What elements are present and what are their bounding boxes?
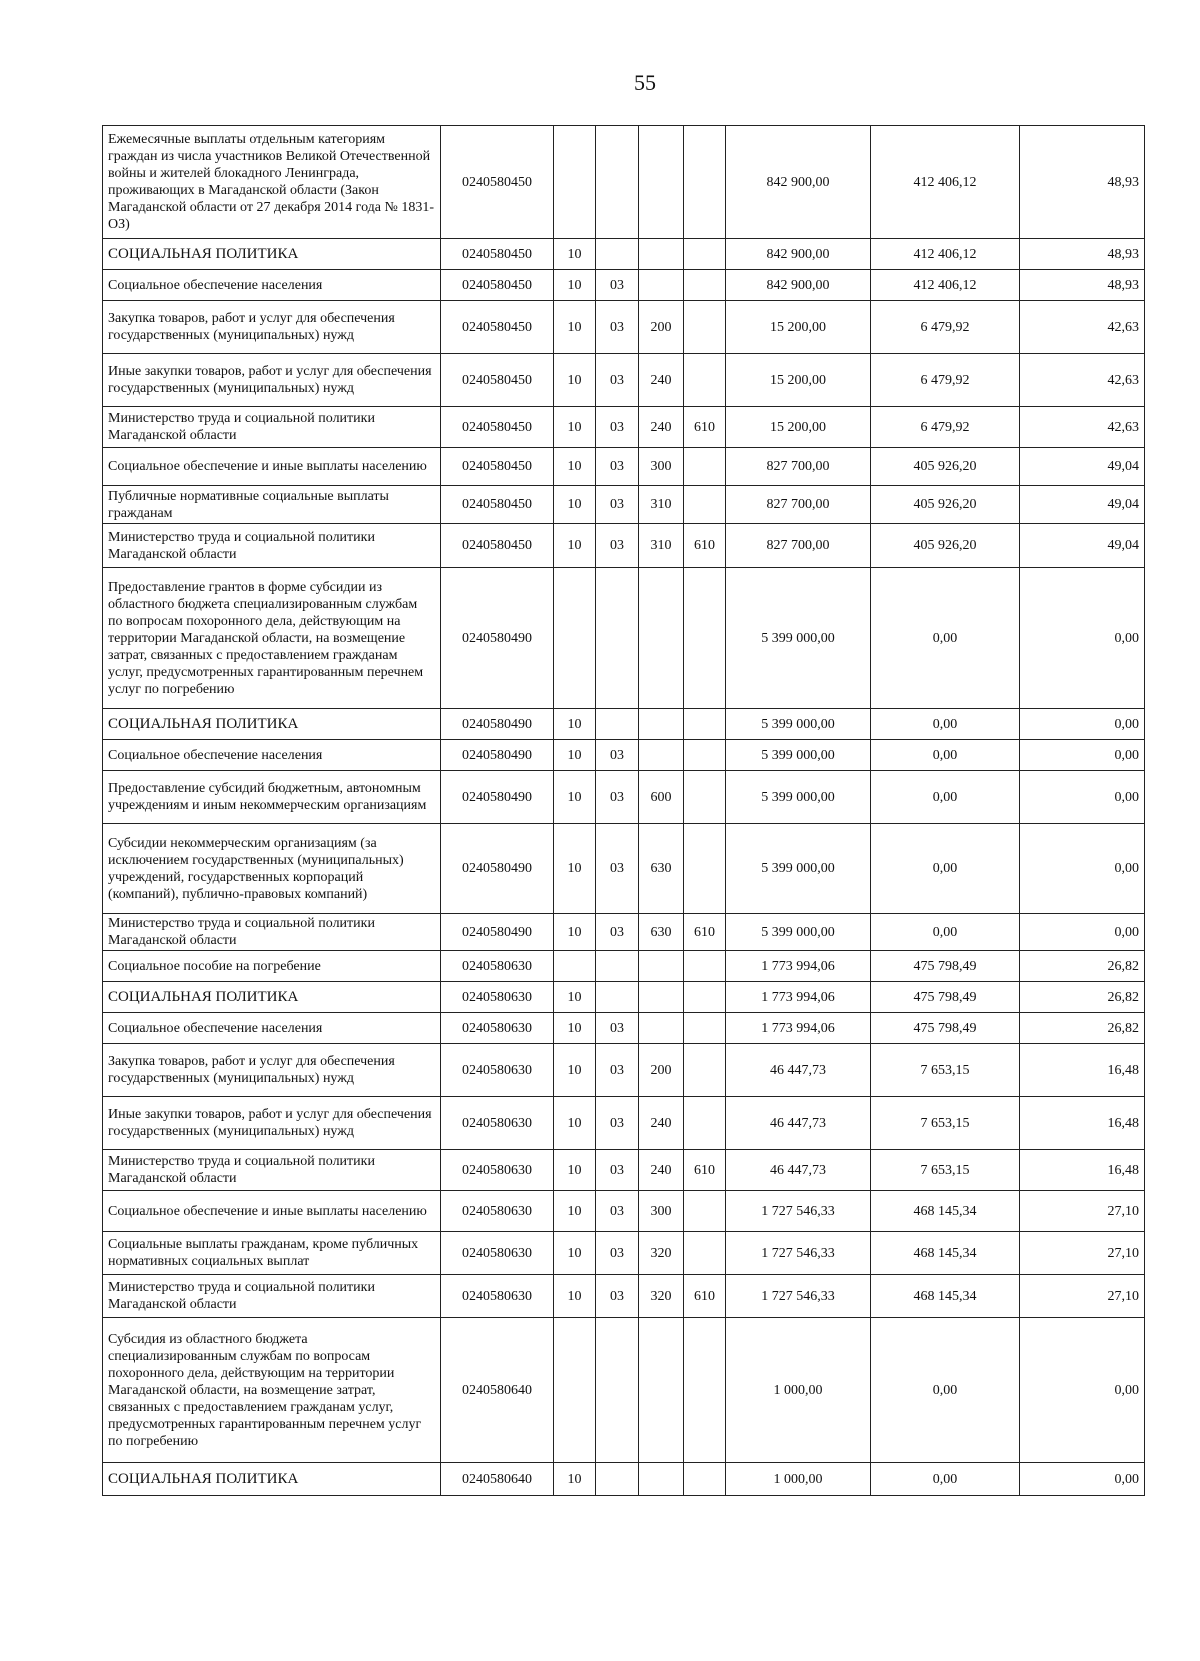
row-executed-cell: 475 798,49 [871,982,1020,1013]
table-row [103,824,1145,914]
row-name-cell: СОЦИАЛЬНАЯ ПОЛИТИКА [103,709,441,740]
table-row [103,568,1145,709]
row-section-cell: 10 [554,239,596,270]
row-executed-cell: 412 406,12 [871,126,1020,239]
row-executed-cell: 0,00 [871,1318,1020,1463]
row-subsection-cell [596,709,639,740]
row-expense-type-cell [639,1013,684,1044]
row-admin-code-cell [684,1044,726,1097]
row-name-cell: Министерство труда и социальной политики Магаданской области [103,524,441,568]
row-name-cell: Предоставление субсидий бюджетным, автономным учреждениям и иным некоммерческим организациям [103,771,441,824]
row-name-cell: СОЦИАЛЬНАЯ ПОЛИТИКА [103,1463,441,1496]
row-code-cell: 0240580490 [441,709,554,740]
row-admin-code-cell [684,740,726,771]
row-code-cell: 0240580450 [441,448,554,486]
row-admin-code-cell [684,1463,726,1496]
row-code-cell: 0240580450 [441,126,554,239]
row-executed-cell: 0,00 [871,568,1020,709]
row-subsection-cell: 03 [596,1232,639,1275]
row-name-cell: Министерство труда и социальной политики Магаданской области [103,1275,441,1318]
row-admin-code-cell [684,448,726,486]
row-plan-cell: 827 700,00 [726,524,871,568]
row-code-cell: 0240580490 [441,740,554,771]
row-plan-cell: 1 727 546,33 [726,1232,871,1275]
row-expense-type-cell: 240 [639,354,684,407]
row-code-cell: 0240580450 [441,354,554,407]
row-name-cell: Социальное обеспечение населения [103,270,441,301]
row-percent-cell: 48,93 [1020,126,1145,239]
row-executed-cell: 0,00 [871,709,1020,740]
row-section-cell: 10 [554,354,596,407]
row-expense-type-cell [639,740,684,771]
row-plan-cell: 1 773 994,06 [726,951,871,982]
table-row [103,951,1145,982]
row-subsection-cell: 03 [596,486,639,524]
row-percent-cell: 16,48 [1020,1150,1145,1191]
row-percent-cell: 26,82 [1020,982,1145,1013]
table-row [103,239,1145,270]
row-executed-cell: 475 798,49 [871,951,1020,982]
row-executed-cell: 7 653,15 [871,1150,1020,1191]
row-admin-code-cell [684,126,726,239]
row-name-cell: Субсидии некоммерческим организациям (за исключением государственных (муниципальных) учреждений, государственных корпораций (компаний), публично-правовых компаний) [103,824,441,914]
row-expense-type-cell: 320 [639,1275,684,1318]
row-executed-cell: 412 406,12 [871,239,1020,270]
row-percent-cell: 49,04 [1020,524,1145,568]
row-code-cell: 0240580640 [441,1318,554,1463]
row-expense-type-cell: 320 [639,1232,684,1275]
row-code-cell: 0240580630 [441,1013,554,1044]
row-executed-cell: 412 406,12 [871,270,1020,301]
row-plan-cell: 842 900,00 [726,126,871,239]
row-expense-type-cell: 240 [639,1150,684,1191]
row-name-cell: Министерство труда и социальной политики Магаданской области [103,1150,441,1191]
row-expense-type-cell [639,568,684,709]
row-executed-cell: 0,00 [871,824,1020,914]
table-row [103,1191,1145,1232]
row-plan-cell: 842 900,00 [726,270,871,301]
row-plan-cell: 827 700,00 [726,486,871,524]
row-percent-cell: 0,00 [1020,709,1145,740]
row-name-cell: Министерство труда и социальной политики Магаданской области [103,407,441,448]
row-expense-type-cell [639,1463,684,1496]
row-admin-code-cell [684,1318,726,1463]
row-expense-type-cell: 310 [639,524,684,568]
row-admin-code-cell [684,568,726,709]
row-subsection-cell: 03 [596,1150,639,1191]
row-name-cell: Социальное обеспечение и иные выплаты населению [103,448,441,486]
row-plan-cell: 5 399 000,00 [726,914,871,951]
page-number: 55 [634,70,656,95]
row-section-cell: 10 [554,1013,596,1044]
row-plan-cell: 5 399 000,00 [726,740,871,771]
row-code-cell: 0240580490 [441,771,554,824]
row-name-cell: Предоставление грантов в форме субсидии из областного бюджета специализированным службам по вопросам похоронного дела, действующим на территории Магаданской области, на возмещение затрат, связанных с предоставлением гражданам услуг, предусмотренных гарантированным перечнем услуг по погребению [103,568,441,709]
row-plan-cell: 15 200,00 [726,407,871,448]
row-plan-cell: 842 900,00 [726,239,871,270]
table-row [103,1013,1145,1044]
row-executed-cell: 6 479,92 [871,407,1020,448]
row-expense-type-cell: 630 [639,914,684,951]
row-expense-type-cell: 200 [639,301,684,354]
row-code-cell: 0240580630 [441,1232,554,1275]
row-name-cell: СОЦИАЛЬНАЯ ПОЛИТИКА [103,982,441,1013]
row-subsection-cell [596,982,639,1013]
row-executed-cell: 405 926,20 [871,448,1020,486]
table-row [103,524,1145,568]
row-section-cell: 10 [554,486,596,524]
row-admin-code-cell [684,824,726,914]
row-plan-cell: 46 447,73 [726,1097,871,1150]
table-row [103,914,1145,951]
row-section-cell: 10 [554,1232,596,1275]
row-admin-code-cell [684,270,726,301]
row-admin-code-cell [684,982,726,1013]
row-expense-type-cell [639,951,684,982]
row-percent-cell: 49,04 [1020,448,1145,486]
table-body [103,126,1145,1496]
row-name-cell: Министерство труда и социальной политики Магаданской области [103,914,441,951]
row-section-cell: 10 [554,407,596,448]
row-subsection-cell: 03 [596,914,639,951]
row-percent-cell: 27,10 [1020,1232,1145,1275]
row-percent-cell: 49,04 [1020,486,1145,524]
row-section-cell: 10 [554,1150,596,1191]
row-subsection-cell: 03 [596,407,639,448]
row-section-cell [554,1318,596,1463]
row-plan-cell: 15 200,00 [726,301,871,354]
row-admin-code-cell [684,771,726,824]
row-executed-cell: 7 653,15 [871,1097,1020,1150]
table-row [103,448,1145,486]
row-name-cell: Ежемесячные выплаты отдельным категориям граждан из числа участников Великой Отечественной войны и жителей блокадного Ленинграда, проживающих в Магаданской области (Закон Магаданской области от 27 декабря 2014 года № 1831-ОЗ) [103,126,441,239]
row-percent-cell: 0,00 [1020,568,1145,709]
table-row [103,1463,1145,1496]
row-executed-cell: 405 926,20 [871,486,1020,524]
row-executed-cell: 405 926,20 [871,524,1020,568]
row-percent-cell: 42,63 [1020,354,1145,407]
row-code-cell: 0240580630 [441,951,554,982]
row-expense-type-cell [639,982,684,1013]
row-plan-cell: 1 773 994,06 [726,982,871,1013]
row-plan-cell: 1 727 546,33 [726,1275,871,1318]
row-percent-cell: 26,82 [1020,1013,1145,1044]
row-name-cell: Иные закупки товаров, работ и услуг для обеспечения государственных (муниципальных) нужд [103,354,441,407]
row-subsection-cell: 03 [596,270,639,301]
row-admin-code-cell [684,1013,726,1044]
row-admin-code-cell [684,486,726,524]
row-subsection-cell: 03 [596,1275,639,1318]
row-expense-type-cell: 310 [639,486,684,524]
row-plan-cell: 46 447,73 [726,1150,871,1191]
row-admin-code-cell [684,239,726,270]
row-section-cell: 10 [554,982,596,1013]
row-admin-code-cell [684,1097,726,1150]
row-name-cell: Социальное пособие на погребение [103,951,441,982]
row-admin-code-cell [684,354,726,407]
row-subsection-cell [596,239,639,270]
row-expense-type-cell: 300 [639,1191,684,1232]
row-percent-cell: 42,63 [1020,407,1145,448]
row-expense-type-cell: 600 [639,771,684,824]
row-subsection-cell: 03 [596,771,639,824]
row-section-cell: 10 [554,1463,596,1496]
row-code-cell: 0240580450 [441,486,554,524]
row-name-cell: Социальное обеспечение населения [103,740,441,771]
row-admin-code-cell [684,1191,726,1232]
row-name-cell: Социальные выплаты гражданам, кроме публичных нормативных социальных выплат [103,1232,441,1275]
table-row [103,709,1145,740]
table-row [103,270,1145,301]
row-section-cell [554,951,596,982]
row-executed-cell: 6 479,92 [871,301,1020,354]
row-admin-code-cell [684,301,726,354]
row-section-cell: 10 [554,771,596,824]
row-section-cell: 10 [554,270,596,301]
row-name-cell: Иные закупки товаров, работ и услуг для обеспечения государственных (муниципальных) нужд [103,1097,441,1150]
row-subsection-cell: 03 [596,1013,639,1044]
row-section-cell [554,126,596,239]
row-executed-cell: 0,00 [871,740,1020,771]
row-percent-cell: 0,00 [1020,1318,1145,1463]
row-executed-cell: 475 798,49 [871,1013,1020,1044]
budget-table [102,125,1145,1496]
row-executed-cell: 0,00 [871,914,1020,951]
row-expense-type-cell: 300 [639,448,684,486]
row-expense-type-cell [639,126,684,239]
row-name-cell: Закупка товаров, работ и услуг для обеспечения государственных (муниципальных) нужд [103,301,441,354]
row-code-cell: 0240580630 [441,1275,554,1318]
row-name-cell: Закупка товаров, работ и услуг для обеспечения государственных (муниципальных) нужд [103,1044,441,1097]
table-row [103,1097,1145,1150]
row-plan-cell: 827 700,00 [726,448,871,486]
row-admin-code-cell: 610 [684,914,726,951]
row-code-cell: 0240580450 [441,270,554,301]
table-row [103,1044,1145,1097]
table-row [103,982,1145,1013]
row-name-cell: СОЦИАЛЬНАЯ ПОЛИТИКА [103,239,441,270]
row-expense-type-cell [639,1318,684,1463]
row-section-cell: 10 [554,1191,596,1232]
row-expense-type-cell [639,239,684,270]
table-row [103,407,1145,448]
row-percent-cell: 48,93 [1020,270,1145,301]
row-section-cell: 10 [554,1097,596,1150]
row-expense-type-cell: 240 [639,1097,684,1150]
row-code-cell: 0240580640 [441,1463,554,1496]
row-executed-cell: 6 479,92 [871,354,1020,407]
row-admin-code-cell [684,709,726,740]
row-code-cell: 0240580630 [441,982,554,1013]
row-admin-code-cell: 610 [684,1275,726,1318]
row-subsection-cell: 03 [596,1097,639,1150]
table-row [103,1232,1145,1275]
row-plan-cell: 5 399 000,00 [726,824,871,914]
row-percent-cell: 0,00 [1020,914,1145,951]
row-percent-cell: 0,00 [1020,771,1145,824]
row-subsection-cell [596,1463,639,1496]
row-plan-cell: 1 000,00 [726,1318,871,1463]
row-expense-type-cell: 240 [639,407,684,448]
row-section-cell: 10 [554,740,596,771]
row-subsection-cell: 03 [596,524,639,568]
row-name-cell: Социальное обеспечение и иные выплаты населению [103,1191,441,1232]
row-subsection-cell [596,568,639,709]
row-subsection-cell: 03 [596,740,639,771]
table-row [103,1318,1145,1463]
row-admin-code-cell: 610 [684,1150,726,1191]
row-percent-cell: 26,82 [1020,951,1145,982]
row-percent-cell: 27,10 [1020,1191,1145,1232]
table-row [103,301,1145,354]
row-expense-type-cell: 630 [639,824,684,914]
row-executed-cell: 0,00 [871,771,1020,824]
row-subsection-cell [596,951,639,982]
row-section-cell: 10 [554,824,596,914]
row-subsection-cell: 03 [596,1191,639,1232]
row-percent-cell: 42,63 [1020,301,1145,354]
row-code-cell: 0240580490 [441,914,554,951]
row-section-cell [554,568,596,709]
row-plan-cell: 1 773 994,06 [726,1013,871,1044]
row-plan-cell: 5 399 000,00 [726,568,871,709]
table-row [103,771,1145,824]
table-row [103,354,1145,407]
table-row [103,486,1145,524]
row-subsection-cell: 03 [596,301,639,354]
row-percent-cell: 0,00 [1020,740,1145,771]
row-plan-cell: 15 200,00 [726,354,871,407]
row-name-cell: Социальное обеспечение населения [103,1013,441,1044]
row-admin-code-cell: 610 [684,407,726,448]
row-percent-cell: 48,93 [1020,239,1145,270]
row-subsection-cell: 03 [596,354,639,407]
row-plan-cell: 5 399 000,00 [726,771,871,824]
row-expense-type-cell [639,270,684,301]
row-subsection-cell: 03 [596,824,639,914]
row-code-cell: 0240580450 [441,239,554,270]
row-plan-cell: 46 447,73 [726,1044,871,1097]
row-executed-cell: 468 145,34 [871,1275,1020,1318]
row-code-cell: 0240580490 [441,824,554,914]
row-subsection-cell [596,1318,639,1463]
row-code-cell: 0240580450 [441,524,554,568]
row-subsection-cell: 03 [596,1044,639,1097]
row-code-cell: 0240580630 [441,1097,554,1150]
row-plan-cell: 1 000,00 [726,1463,871,1496]
row-section-cell: 10 [554,524,596,568]
row-executed-cell: 0,00 [871,1463,1020,1496]
row-executed-cell: 468 145,34 [871,1191,1020,1232]
row-plan-cell: 5 399 000,00 [726,709,871,740]
row-code-cell: 0240580490 [441,568,554,709]
table-row [103,740,1145,771]
row-plan-cell: 1 727 546,33 [726,1191,871,1232]
row-section-cell: 10 [554,1275,596,1318]
row-executed-cell: 468 145,34 [871,1232,1020,1275]
row-percent-cell: 0,00 [1020,1463,1145,1496]
row-code-cell: 0240580630 [441,1150,554,1191]
row-percent-cell: 27,10 [1020,1275,1145,1318]
row-percent-cell: 0,00 [1020,824,1145,914]
row-admin-code-cell [684,951,726,982]
row-code-cell: 0240580450 [441,301,554,354]
row-name-cell: Субсидия из областного бюджета специализированным службам по вопросам похоронного дела, действующим на территории Магаданской области, на возмещение затрат, связанных с предоставлением гражданам услуг, предусмотренных гарантированным перечнем услуг по погребению [103,1318,441,1463]
row-expense-type-cell: 200 [639,1044,684,1097]
row-section-cell: 10 [554,709,596,740]
row-name-cell: Публичные нормативные социальные выплаты гражданам [103,486,441,524]
row-section-cell: 10 [554,1044,596,1097]
row-percent-cell: 16,48 [1020,1044,1145,1097]
row-section-cell: 10 [554,301,596,354]
row-code-cell: 0240580450 [441,407,554,448]
row-section-cell: 10 [554,448,596,486]
row-subsection-cell: 03 [596,448,639,486]
row-executed-cell: 7 653,15 [871,1044,1020,1097]
table-row [103,1150,1145,1191]
row-admin-code-cell [684,1232,726,1275]
table-row [103,1275,1145,1318]
row-section-cell: 10 [554,914,596,951]
table-row [103,126,1145,239]
row-admin-code-cell: 610 [684,524,726,568]
row-code-cell: 0240580630 [441,1044,554,1097]
row-percent-cell: 16,48 [1020,1097,1145,1150]
row-expense-type-cell [639,709,684,740]
row-subsection-cell [596,126,639,239]
row-code-cell: 0240580630 [441,1191,554,1232]
